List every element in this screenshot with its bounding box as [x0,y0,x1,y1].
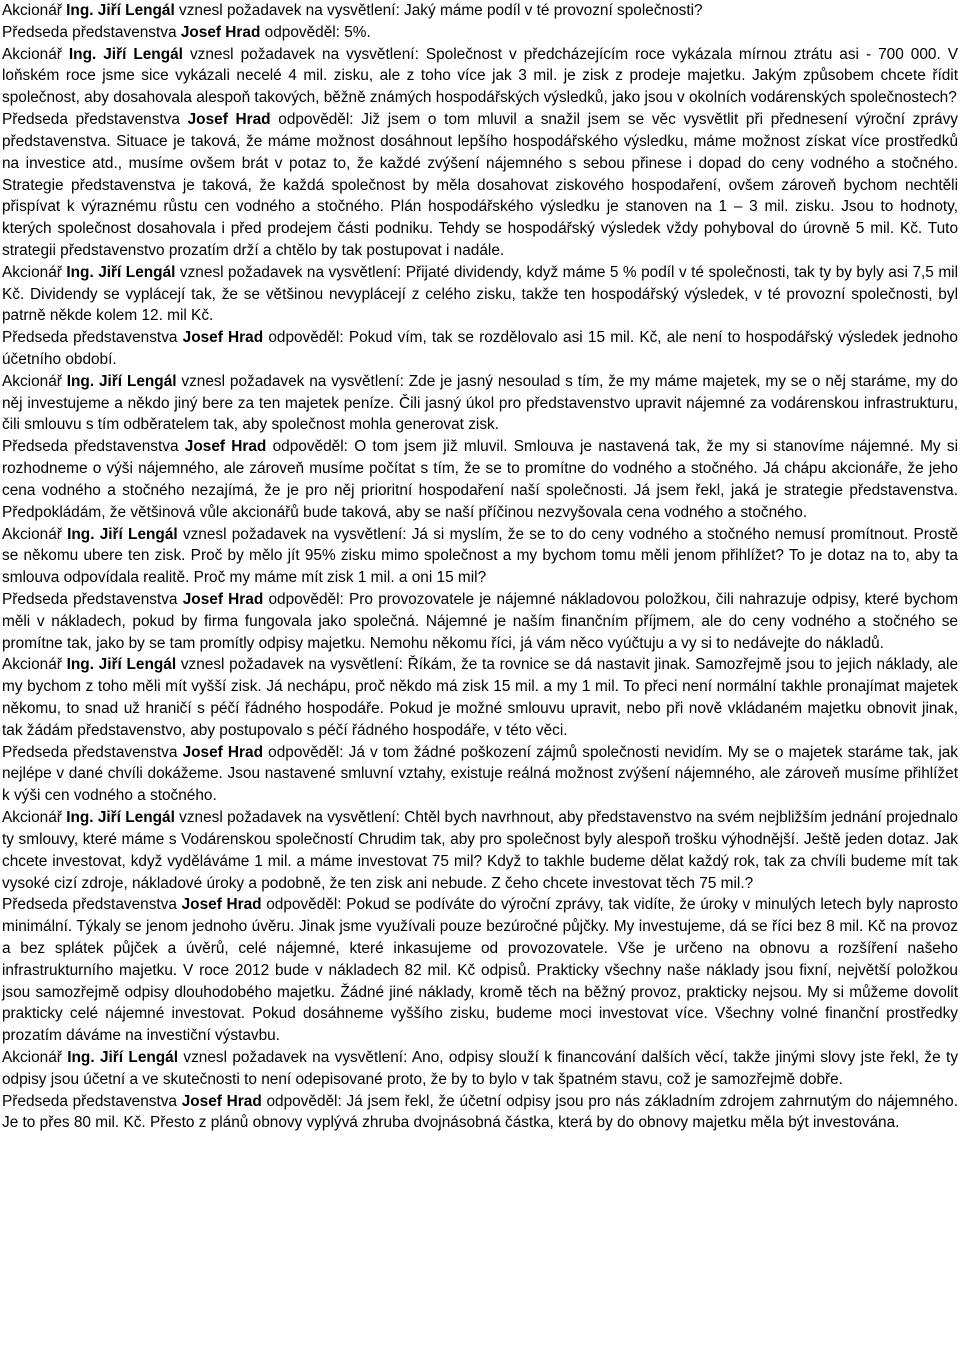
paragraph [2,1091,958,1135]
paragraph-text: Předseda představenstva [2,743,183,761]
paragraph-text: Předseda představenstva [2,23,181,41]
speaker-name: Josef Hrad [187,111,271,129]
paragraph [2,524,958,589]
paragraph [2,436,958,523]
speaker-name: Ing. Jiří Lengál [66,372,177,390]
speaker-name: Ing. Jiří Lengál [66,2,175,19]
paragraph-text: Akcionář [2,263,67,281]
paragraph-text: odpověděl: Pro provozovatele je nájemné nákladovou položkou, čili nahrazuje odpisy, které bychom měli v nákladech, pokud by firma fungovala jako společná. Nájemné je naším finančním příjmem, ale do ceny vodného a stočného se promítne tak, jako by se tam promítly odpisy majetku. Nemohu někomu říci, já vám něco vyúčtuju a vy si to nedávejte do nákladů. [2,590,959,652]
paragraph [2,807,958,894]
speaker-name: Ing. Jiří Lengál [68,45,183,63]
paragraph-text: vznesl požadavek na vysvětlení: Já si myslím, že se to do ceny vodného a stočného nemusí promítnout. Prostě se někomu ubere ten zisk. Proč by mělo jít 95% zisku mimo společnost a my bychom tomu měli jenom přihlížet? To je dotaz na to, aby ta smlouva odpovídala realitě. Proč my máme mít zisk 1 mil. a oni 15 mil? [2,525,959,587]
paragraph-text: Předseda představenstva [2,1092,182,1110]
paragraph-text: Akcionář [2,2,67,19]
paragraph [2,654,958,741]
paragraph [2,894,958,1047]
paragraph-text: odpověděl: O tom jsem již mluvil. Smlouva je nastavená tak, že my si stanovíme nájemné. My si rozhodneme o výši nájemného, ale zároveň musíme počítat s tím, že se to promítne do vodného a stočného. Já chápu akcionáře, že jeho cena vodného a stočného nezajímá, že je pro něj prioritní hospodaření naší společnosti. Já jsem řekl, jaká je strategie představenstva. Předpokládám, že většinová vůle akcionářů bude taková, aby se naší příčinou nezvyšovala cena vodného a stočného. [2,438,958,521]
paragraph-text: vznesl požadavek na vysvětlení: Ano, odpisy slouží k financování dalších věcí, takže jinými slovy jste řekl, že ty odpisy jsou účetní a ve skutečnosti to není odepisované proto, že by to bylo v tak špatném stavu, což je samozřejmě dobře. [2,1049,959,1088]
speaker-name: Josef Hrad [181,1092,262,1110]
speaker-name: Josef Hrad [182,743,264,761]
paragraph-text: odpověděl: Já v tom žádné poškození zájmů společnosti nevidím. My se o majetek staráme tak, jak nejlépe v dané chvíli dokážeme. Jsou nastavené smluvní vztahy, existuje reálná možnost zvýšení nájemného, ale zároveň musíme přihlížet k výši cen vodného a stočného. [2,743,959,805]
paragraph-text: Předseda představenstva [2,896,182,914]
meeting-minutes-body [2,0,958,1134]
paragraph-text: Akcionář [2,1049,68,1066]
paragraph-text: Předseda představenstva [2,111,188,129]
paragraph-text: Akcionář [2,525,68,543]
paragraph-text: odpověděl: Již jsem o tom mluvil a snažil jsem se věc vysvětlit při přednesení výroční zprávy představenstva. Situace je taková, že máme možnost dosáhnout lepšího hospodářského výsledku, máme možnost získat více prostředků na investice atd., musíme ovšem brát v potaz to, že každé zvýšení nájemného s sebou přinese i dopad do ceny vodného a stočného. Strategie představenstva je taková, že každá společnost by měla dosahovat ziskového hospodaření, ovšem zároveň bychom nechtěli přispívat k výraznému růstu cen vodného a stočného. Plán hospodářského výsledku je stanoven na 1 – 3 mil. zisku. Jsou to hodnoty, kterých společnost dosahovala i před prodejem části podniku. Tehdy se hospodářský výsledek vždy pohyboval do úrovně 5 mil. Kč. Tuto strategii představenstvo prozatím drží a chtělo by tak postupovat i nadále. [2,111,958,259]
paragraph-text: Předseda představenstva [2,329,183,347]
paragraph-text: vznesl požadavek na vysvětlení: Jaký máme podíl v té provozní společnosti? [174,2,703,19]
speaker-name: Josef Hrad [182,590,264,608]
paragraph [2,327,958,371]
paragraph-text: Akcionář [2,809,67,827]
paragraph [2,371,958,436]
paragraph-text: vznesl požadavek na vysvětlení: Zde je jasný nesoulad s tím, že my máme majetek, my se o něj staráme, my do něj investujeme a někdo jiný bere za ten majetek peníze. Čili jasný úkol pro představenstvo upravit nájemné za vodárenskou infrastrukturu, čili smlouvu s tím odběratelem tak, aby společnost mohla generovat zisk. [2,372,958,434]
speaker-name: Josef Hrad [180,23,261,41]
paragraph-text: Předseda představenstva [2,590,183,608]
paragraph-text: vznesl požadavek na vysvětlení: Přijaté dividendy, když máme 5 % podíl v té společnosti, tak ty by byly asi 7,5 mil Kč. Dividendy se vyplácejí tak, že se většinou nevyplácejí z celého zisku, takže ten hospodářský výsledek, v té provozní společnosti, byl patrně někde kolem 12. mil Kč. [2,263,958,325]
paragraph-text: odpověděl: 5%. [260,23,371,41]
paragraph-text: vznesl požadavek na vysvětlení: Chtěl bych navrhnout, aby představenstvo na svém nejbližším jednání projednalo ty smlouvy, které máme s Vodárenskou společností Chrudim tak, aby pro společnost byly alespoň trošku výhodnější. Ještě jeden dotaz. Jak chcete investovat, když vyděláváme 1 mil. a máme investovat 75 mil? Když to takhle budeme dělat každý rok, tak za chvíli budeme mít tak vysoké cizí zdroje, nákladové úroky a podobně, že ten zisk ani nebude. Z čeho chcete investovat těch 75 mil.? [2,809,958,892]
paragraph-text: odpověděl: Pokud vím, tak se rozdělovalo asi 15 mil. Kč, ale není to hospodářský výsledek jednoho účetního období. [2,329,958,368]
paragraph [2,109,958,262]
speaker-name: Ing. Jiří Lengál [66,656,177,674]
speaker-name: Ing. Jiří Lengál [66,263,176,281]
paragraph [2,1047,958,1091]
paragraph-text: vznesl požadavek na vysvětlení: Říkám, že ta rovnice se dá nastavit jinak. Samozřejmě jsou to jejich náklady, ale my bychom z toho měli mít vyšší zisk. Já nechápu, proč někdo má zisk 15 mil. a my 1 mil. To přeci není normální takhle pronajímat majetek někomu, to snad už hraničí s péčí řádného hospodáře. Pokud je možné smlouvu upravit, nebo při nově vkládaném majetku obnovit jinak, tak žádám představenstvo, aby postupovalo s péčí řádného hospodáře, v této věci. [2,656,959,739]
paragraph-text: vznesl požadavek na vysvětlení: Společnost v předcházejícím roce vykázala mírnou ztrátu asi - 700 000. V loňském roce jsme sice vykázali necelé 4 mil. zisku, ale z toho více jak 3 mil. je zisk z prodeje majetku. Jakým způsobem chcete řídit společnost, aby dosahovala alespoň takových, běžně známých hospodářských výsledků, jako jsou v okolních vodárenských společnostech? [2,45,958,107]
paragraph-text: odpověděl: Pokud se podíváte do výroční zprávy, tak vidíte, že úroky v minulých letech byly naprosto minimální. Týkaly se jenom jednoho úvěru. Jinak jsme využívali pouze bezúročné půjčky. My investujeme, dá se říci bez 8 mil. Kč na provoz a bez splátek půjček a úvěrů, celé nájemné, které inkasujeme od provozovatele. Vše je určeno na obnovu a rozšíření našeho infrastrukturního majetku. V roce 2012 bude v nákladech 82 mil. Kč odpisů. Prakticky všechny naše náklady jsou fixní, největší položkou jsou samozřejmě odpisy dlouhodobého majetku. Žádné jiné náklady, kromě těch na běžný provoz, prakticky nejsou. My si můžeme dovolit prakticky celé nájemné investovat. Pokud dosáhneme vyššího zisku, budeme moci investovat více. Všechny volné finanční prostředky prozatím dáváme na investiční výstavbu. [2,896,959,1045]
paragraph [2,22,958,44]
paragraph-text: Akcionář [2,45,69,63]
paragraph [2,262,958,327]
paragraph-text: odpověděl: Já jsem řekl, že účetní odpisy jsou pro nás základním zdrojem zahrnutým do nájemného. Je to přes 80 mil. Kč. Přesto z plánů obnovy vyplývá zhruba dvojnásobná částka, která by do obnovy majetku měla být investována. [2,1092,958,1132]
speaker-name: Josef Hrad [182,329,264,347]
paragraph-text: Předseda představenstva [2,438,185,456]
paragraph [2,0,958,22]
paragraph-text: Akcionář [2,656,67,674]
speaker-name: Ing. Jiří Lengál [67,525,178,543]
paragraph [2,742,958,807]
speaker-name: Ing. Jiří Lengál [66,809,175,827]
speaker-name: Ing. Jiří Lengál [67,1049,179,1066]
paragraph [2,589,958,654]
speaker-name: Josef Hrad [181,896,262,914]
paragraph [2,44,958,109]
speaker-name: Josef Hrad [184,438,267,456]
paragraph-text: Akcionář [2,372,67,390]
